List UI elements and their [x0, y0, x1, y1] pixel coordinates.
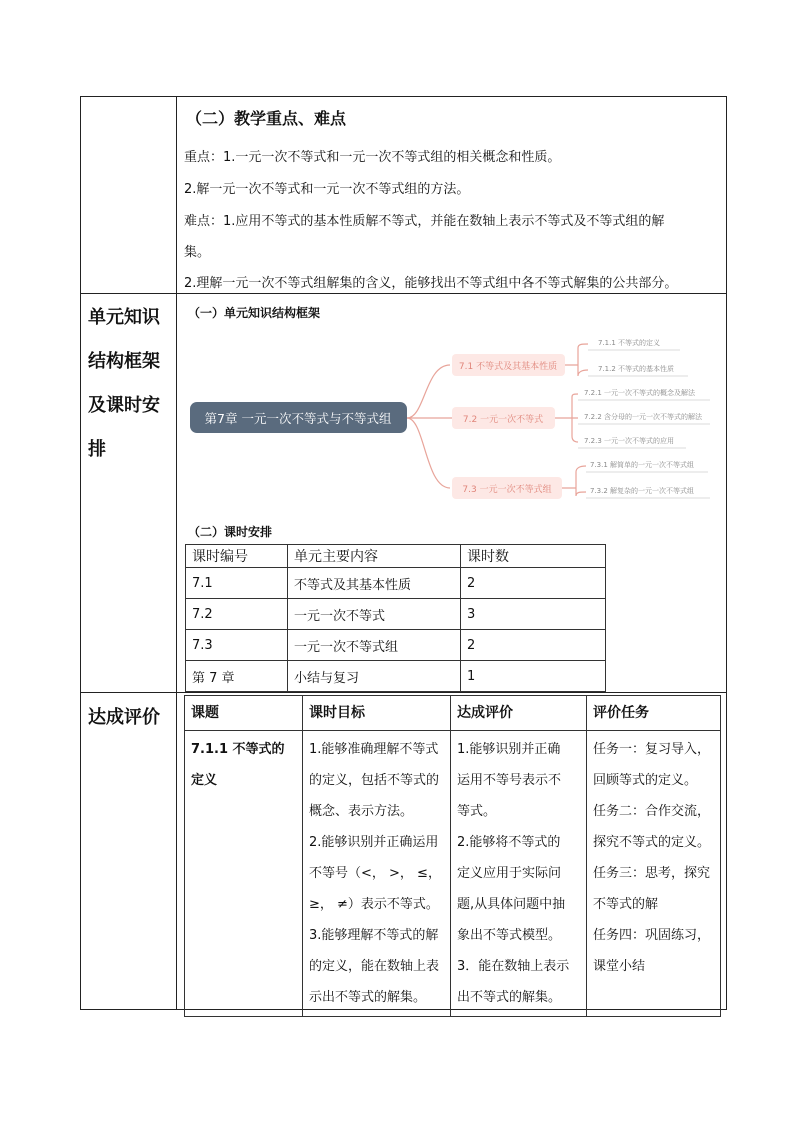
- side-label-line-3: 及课时安: [88, 395, 160, 416]
- topic-line: 定义: [191, 773, 218, 788]
- schedule-cell: 第 7 章: [186, 661, 288, 692]
- evaluation-table: [184, 695, 721, 1017]
- evaluation-side-label: 达成评价: [88, 707, 160, 728]
- schedule-cell: 一元一次不等式: [288, 599, 461, 630]
- schedule-table: [185, 544, 606, 692]
- branch-1-label: 7.1 不等式及其基本性质: [458, 362, 558, 372]
- goal-line: 的定义，包括不等式的: [309, 773, 440, 788]
- assessment-line: 1.能够识别并正确: [457, 742, 561, 757]
- schedule-cell: 1: [461, 661, 606, 692]
- assessment-line: 出不等式的解集。: [457, 990, 562, 1005]
- assessment-line: 象出不等式模型。: [457, 928, 562, 943]
- connector-b1-leaves: [565, 344, 588, 376]
- connector-root-b1: [407, 365, 450, 418]
- assessment-line: 等式。: [457, 804, 497, 819]
- task-line: 任务四：巩固练习，: [593, 928, 711, 943]
- evaluation-header-row: [185, 696, 721, 731]
- branch-2-label: 7.2 一元一次不等式: [462, 415, 544, 425]
- goal-line: 概念、表示方法。: [309, 804, 414, 819]
- task-line: 任务二：合作交流，: [593, 804, 711, 819]
- leaf-7-2-1: 7.2.1 一元一次不等式的概念及解法: [584, 389, 696, 397]
- schedule-cell: 7.2: [186, 599, 288, 630]
- assessment-line: 3．能在数轴上表示: [457, 959, 570, 974]
- focus-line-3: 难点：1.应用不等式的基本性质解不等式，并能在数轴上表示不等式及不等式组的解: [184, 214, 665, 229]
- topic-line: 7.1.1 不等式的: [191, 742, 285, 757]
- assessment-line: 运用不等号表示不: [457, 773, 562, 788]
- schedule-header-row: [186, 545, 606, 568]
- task-line: 任务三：思考，探究: [593, 866, 711, 881]
- focus-line-2: 2.解一元一次不等式和一元一次不等式组的方法。: [184, 182, 470, 197]
- row-divider-2: [80, 692, 727, 693]
- goal-line: 1.能够准确理解不等式: [309, 742, 439, 757]
- evaluation-assessment-cell: [451, 731, 587, 1017]
- schedule-cell: 一元一次不等式组: [288, 630, 461, 661]
- table-row: [185, 731, 721, 1017]
- schedule-cell: 小结与复习: [288, 661, 461, 692]
- table-row: [186, 599, 606, 630]
- column-divider: [176, 96, 177, 1010]
- assessment-line: 题,从具体问题中抽: [457, 897, 566, 912]
- framework-heading: （一）单元知识结构框架: [188, 306, 321, 320]
- schedule-cell: 7.3: [186, 630, 288, 661]
- task-line: 任务一：复习导入，: [593, 742, 711, 757]
- evaluation-tasks-cell: [587, 731, 721, 1017]
- task-line: 回顾等式的定义。: [593, 773, 698, 788]
- schedule-header-cell: 课时编号: [186, 545, 288, 568]
- leaf-7-1-2: 7.1.2 不等式的基本性质: [598, 365, 675, 373]
- schedule-cell: 7.1: [186, 568, 288, 599]
- structure-side-label: [88, 296, 178, 472]
- outer-top-border: [80, 96, 727, 97]
- goal-line: 的定义，能在数轴上表: [309, 959, 440, 974]
- schedule-cell: 3: [461, 599, 606, 630]
- leaf-7-1-1: 7.1.1 不等式的定义: [598, 339, 661, 347]
- table-row: [186, 568, 606, 599]
- evaluation-header-cell: 评价任务: [587, 696, 721, 731]
- table-row: [186, 661, 606, 692]
- assessment-line: 定义应用于实际问: [457, 866, 562, 881]
- table-row: [186, 630, 606, 661]
- connector-b2-leaves: [555, 394, 578, 442]
- goal-line: ≥， ≠）表示不等式。: [309, 897, 439, 912]
- leaf-7-2-3: 7.2.3 一元一次不等式的应用: [584, 437, 675, 445]
- connector-root-b3: [407, 418, 450, 488]
- evaluation-header-cell: 课时目标: [303, 696, 451, 731]
- schedule-header-cell: 课时数: [461, 545, 606, 568]
- task-line: 不等式的解: [593, 897, 659, 912]
- mindmap-root-label: 第7章 一元一次不等式与不等式组: [204, 411, 392, 426]
- evaluation-topic-cell: [185, 731, 303, 1017]
- schedule-cell: 不等式及其基本性质: [288, 568, 461, 599]
- leaf-7-3-1: 7.3.1 解简单的一元一次不等式组: [590, 461, 695, 469]
- connector-b3-leaves: [562, 466, 586, 496]
- schedule-header-cell: 单元主要内容: [288, 545, 461, 568]
- evaluation-header-cell: 课题: [185, 696, 303, 731]
- evaluation-header-cell: 达成评价: [451, 696, 587, 731]
- goal-line: 2.能够识别并正确运用: [309, 835, 439, 850]
- goal-line: 3.能够理解不等式的解: [309, 928, 439, 943]
- leaf-7-2-2: 7.2.2 含分母的一元一次不等式的解法: [584, 413, 703, 421]
- assessment-line: 2.能够将不等式的: [457, 835, 561, 850]
- outer-left-border: [80, 96, 81, 1010]
- side-label-line-4: 排: [88, 439, 106, 460]
- schedule-heading: （二）课时安排: [188, 525, 273, 539]
- focus-heading: （二）教学重点、难点: [186, 109, 347, 128]
- outer-right-border: [726, 96, 727, 1010]
- side-label-line-2: 结构框架: [88, 351, 160, 372]
- focus-line-4: 集。: [184, 245, 211, 260]
- goal-line: 不等号（<， >， ≤，: [309, 866, 441, 881]
- row-divider-1: [80, 293, 727, 294]
- goal-line: 示出不等式的解集。: [309, 990, 427, 1005]
- side-label-line-1: 单元知识: [88, 307, 160, 328]
- schedule-cell: 2: [461, 568, 606, 599]
- focus-line-1: 重点：1.一元一次不等式和一元一次不等式组的相关概念和性质。: [184, 150, 561, 165]
- schedule-cell: 2: [461, 630, 606, 661]
- leaf-7-3-2: 7.3.2 解复杂的一元一次不等式组: [590, 487, 695, 495]
- evaluation-goals-cell: [303, 731, 451, 1017]
- focus-line-5: 2.理解一元一次不等式组解集的含义，能够找出不等式组中各不等式解集的公共部分。: [184, 276, 678, 291]
- task-line: 探究不等式的定义。: [593, 835, 711, 850]
- branch-3-label: 7.3 一元一次不等式组: [462, 485, 552, 495]
- task-line: 课堂小结: [593, 959, 646, 974]
- mindmap: [180, 324, 720, 514]
